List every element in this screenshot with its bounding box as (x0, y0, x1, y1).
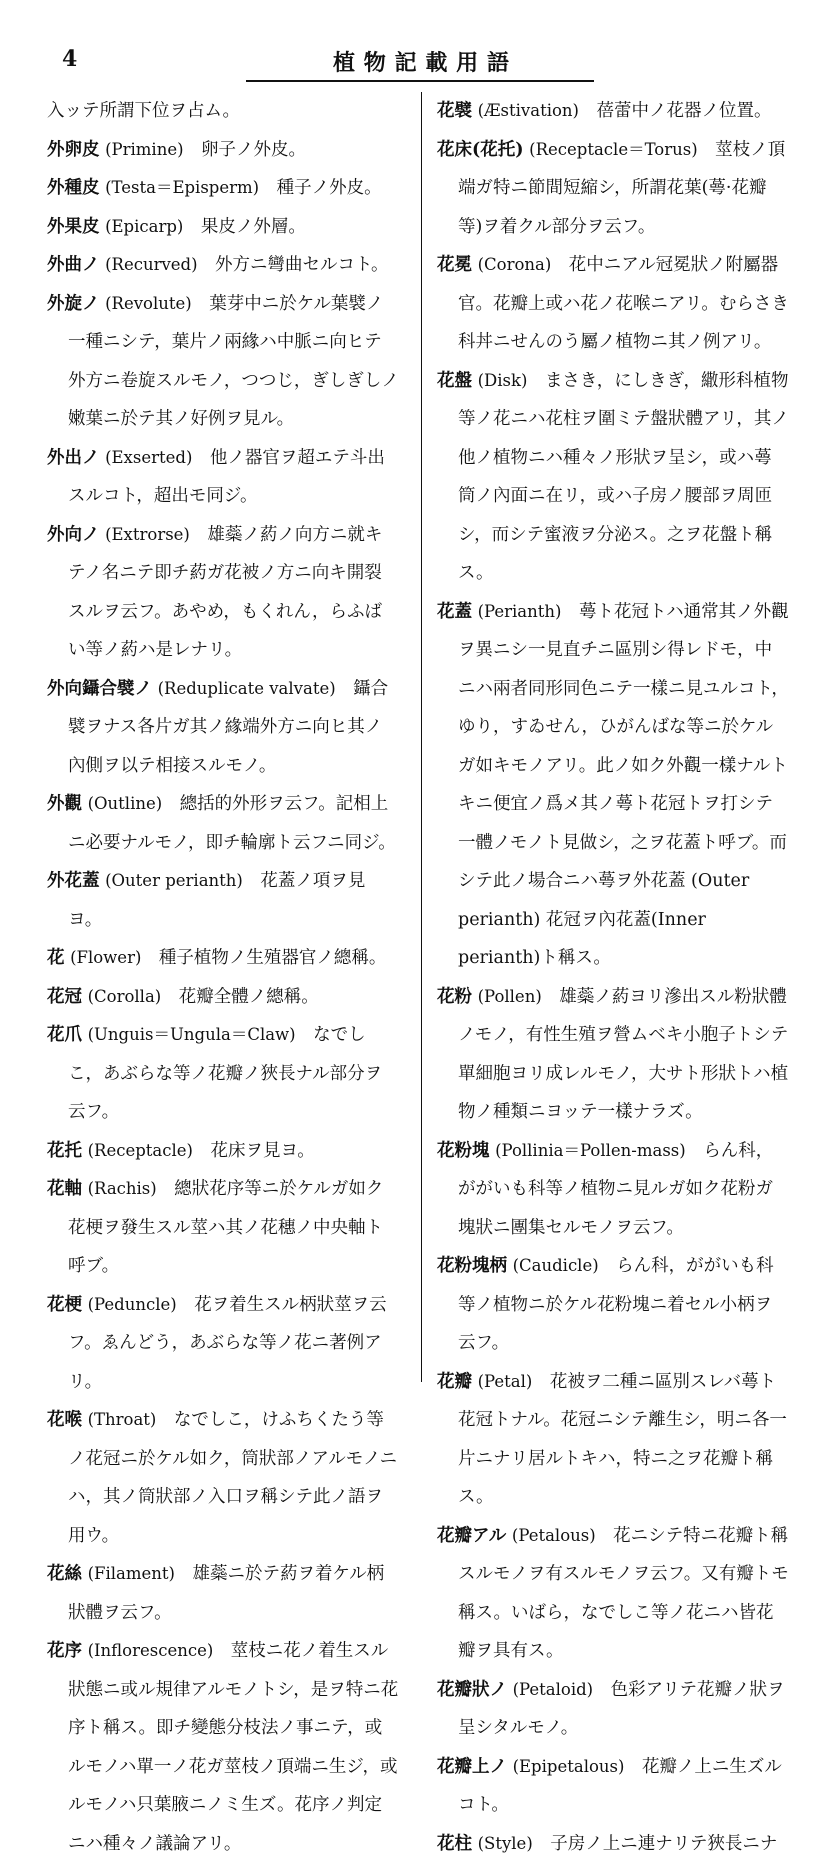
entry-term: 花瓣上ノ (437, 1757, 507, 1777)
entry-english: (Caudicle) (513, 1256, 599, 1275)
entry-english: (Filament) (88, 1564, 175, 1583)
entry-english: (Outline) (88, 794, 163, 813)
glossary-entry (437, 1748, 789, 1825)
entry-term: 花喉 (47, 1410, 82, 1430)
entry-english: (Petaloid) (513, 1680, 594, 1699)
glossary-entry (47, 208, 399, 247)
entry-definition: 蕚ト花冠トハ通常其ノ外觀ヲ異ニシ一見直チニ區別シ得レドモ，中ニハ兩者同形同色ニテ一樣ニ見ユルコト，ゆり，すゐせん，ひがんばな等ニ於ケルガ如キモノアリ。此ノ如ク外觀一樣ナルトキニ便宜ノ爲メ其ノ蕚ト花冠トヲ打シテ一體ノモノト見做シ，之ヲ花蓋ト呼ブ。而シテ此ノ場合ニハ蕚ヲ外花蓋 (Outer perianth) 花冠ヲ內花蓋(Inner perianth)ト稱ス。 (458, 602, 789, 969)
entry-english: (Revolute) (105, 294, 192, 313)
entry-definition: 種子ノ外皮。 (277, 178, 382, 198)
left-column (47, 92, 399, 1863)
entry-term: 花瓣アル (437, 1526, 506, 1546)
entry-term: 花粉 (437, 987, 472, 1007)
glossary-entry (47, 939, 399, 978)
entry-english: (Epicarp) (105, 217, 183, 236)
entry-definition: らん科，ががいも科等ノ植物ニ於ケル花粉塊ニ着セル小柄ヲ云フ。 (458, 1256, 774, 1353)
entry-term: 外曲ノ (47, 255, 100, 275)
entry-english: (Corona) (478, 255, 552, 274)
entry-term: 花冠 (47, 987, 82, 1007)
entry-definition: 子房ノ上ニ連ナリテ狹長ニナ (550, 1834, 777, 1854)
glossary-entry (47, 246, 399, 285)
entry-english: (Petalous) (512, 1526, 596, 1545)
continuation-text: 入ッテ所謂下位ヲ占ム。 (47, 92, 399, 131)
entry-definition: なでしこ，あぶらな等ノ花瓣ノ狹長ナル部分ヲ云フ。 (68, 1025, 382, 1122)
entry-english: (Corolla) (88, 987, 162, 1006)
glossary-entry (437, 246, 789, 362)
entry-english: (Epipetalous) (513, 1757, 625, 1776)
entry-term: 花床(花托) (437, 140, 524, 160)
entry-definition: 雄蘂ノ葯ノ向方ニ就キテノ名ニテ即チ葯ガ花被ノ方ニ向キ開裂スルヲ云フ。あやめ，もくれん，らふばい等ノ葯ハ是レナリ。 (68, 525, 382, 661)
entry-term: 花托 (47, 1141, 82, 1161)
entry-term: 外向ノ (47, 525, 100, 545)
right-column (437, 92, 789, 1863)
entry-definition: なでしこ，けふちくたう等ノ花冠ニ於ケル如ク，筒狀部ノアルモノニハ，其ノ筒狀部ノ入口ヲ稱シテ此ノ語ヲ用ウ。 (68, 1410, 397, 1546)
glossary-entry (47, 1555, 399, 1632)
entry-term: 外觀 (47, 794, 82, 814)
glossary-entry (47, 439, 399, 516)
glossary-entry (437, 978, 789, 1132)
glossary-entry (47, 785, 399, 862)
glossary-entry (47, 1286, 399, 1402)
entry-english: (Style) (478, 1834, 533, 1853)
entry-english: (Throat) (88, 1410, 157, 1429)
glossary-entry (47, 1170, 399, 1286)
column-divider (421, 92, 422, 1382)
entry-term: 外出ノ (47, 448, 100, 468)
entry-term: 花粉塊柄 (437, 1256, 507, 1276)
entry-term: 外向鑷合襞ノ (47, 679, 152, 699)
entry-definition: 莖枝ノ頂端ガ特ニ節間短縮シ，所謂花葉(蕚·花瓣等)ヲ着クル部分ヲ云フ。 (458, 140, 785, 237)
glossary-entry (437, 1363, 789, 1517)
entry-definition: 花中ニアル冠冕狀ノ附屬器官。花瓣上或ハ花ノ花喉ニアリ。むらさき科丼ニせんのう屬ノ植物ニ其ノ例アリ。 (458, 255, 789, 352)
page-number: 4 (62, 46, 77, 72)
entry-english: (Flower) (70, 948, 141, 967)
glossary-entry (47, 670, 399, 786)
glossary-entry (47, 1016, 399, 1132)
entry-english: (Outer perianth) (105, 871, 243, 890)
glossary-entry (47, 169, 399, 208)
entry-english: (Exserted) (105, 448, 192, 467)
entry-term: 花瓣狀ノ (437, 1680, 507, 1700)
entry-definition: 外方ニ彎曲セルコト。 (215, 255, 388, 275)
entry-english: (Primine) (105, 140, 183, 159)
glossary-entry (47, 1132, 399, 1171)
entry-english: (Pollinia＝Pollen-mass) (495, 1141, 686, 1160)
glossary-entry (47, 285, 399, 439)
entry-term: 花瓣 (437, 1372, 472, 1392)
glossary-entry (437, 1517, 789, 1671)
entry-term: 花軸 (47, 1179, 82, 1199)
glossary-entry (47, 1401, 399, 1555)
glossary-entry (437, 1247, 789, 1363)
entry-english: (Recurved) (105, 255, 197, 274)
entry-definition: 色彩アリテ花瓣ノ狀ヲ呈シタルモノ。 (458, 1680, 785, 1739)
entry-english: (Receptacle＝Torus) (529, 140, 698, 159)
entry-term: 花柱 (437, 1834, 472, 1854)
entry-term: 花序 (47, 1641, 82, 1661)
glossary-entry (437, 92, 789, 131)
entry-english: (Receptacle) (88, 1141, 193, 1160)
entry-term: 花爪 (47, 1025, 82, 1045)
entry-term: 外卵皮 (47, 140, 100, 160)
entry-english: (Reduplicate valvate) (158, 679, 336, 698)
entry-english: (Rachis) (88, 1179, 157, 1198)
entry-english: (Perianth) (478, 602, 562, 621)
entry-definition: 雄蘂ノ葯ヨリ滲出スル粉狀體ノモノ，有性生殖ヲ營ムベキ小胞子トシテ單細胞ヨリ成レルモノ，大サト形狀トハ植物ノ種類ニヨッテ一樣ナラズ。 (458, 987, 788, 1123)
glossary-entry (437, 362, 789, 593)
glossary-entry (437, 593, 789, 978)
entry-definition: 蓓蕾中ノ花器ノ位置。 (596, 101, 771, 121)
entry-english: (Petal) (478, 1372, 533, 1391)
entry-definition: 雄蘂ニ於テ葯ヲ着ケル柄狀體ヲ云フ。 (68, 1564, 384, 1623)
glossary-entry (437, 1825, 789, 1863)
entry-term: 外旋ノ (47, 294, 100, 314)
running-title: 植物記載用語 (248, 46, 594, 77)
entry-term: 花蓋 (437, 602, 472, 622)
entry-english: (Æstivation) (478, 101, 579, 120)
entry-definition: 花被ヲ二種ニ區別スレバ蕚ト花冠トナル。花冠ニシテ離生シ，明ニ各一片ニナリ居ルトキハ，特ニ之ヲ花瓣ト稱ス。 (458, 1372, 787, 1508)
header-rule (246, 80, 594, 82)
entry-definition: 花瓣全體ノ總稱。 (179, 987, 319, 1007)
glossary-entry (47, 516, 399, 670)
entry-definition: 果皮ノ外層。 (201, 217, 306, 237)
entry-definition: 卵子ノ外皮。 (201, 140, 306, 160)
entry-definition: 他ノ器官ヲ超エテ斗出スルコト，超出モ同ジ。 (68, 448, 385, 507)
entry-definition: 花ニシテ特ニ花瓣ト稱スルモノヲ有スルモノヲ云フ。又有瓣トモ稱ス。いばら，なでしこ等ノ花ニハ皆花瓣ヲ具有ス。 (458, 1526, 789, 1662)
entry-definition: 葉芽中ニ於ケル葉襞ノ一種ニシテ，葉片ノ兩緣ハ中脈ニ向ヒテ外方ニ卷旋スルモノ，つつじ，ぎしぎしノ嫩葉ニ於テ其ノ好例ヲ見ル。 (68, 294, 399, 430)
entry-english: (Pollen) (478, 987, 542, 1006)
entry-term: 外果皮 (47, 217, 100, 237)
entry-term: 花冕 (437, 255, 472, 275)
entry-definition: 莖枝ニ花ノ着生スル狀態ニ或ル規律アルモノトシ，是ヲ特ニ花序ト稱ス。即チ變態分枝法ノ事ニテ，或ルモノハ單一ノ花ガ莖枝ノ頂端ニ生ジ，或ルモノハ只葉腋ニノミ生ズ。花序ノ判定ニハ種々ノ議論アリ。 (68, 1641, 398, 1854)
entry-term: 花絲 (47, 1564, 82, 1584)
entry-english: (Extrorse) (105, 525, 190, 544)
entry-term: 外種皮 (47, 178, 100, 198)
entry-term: 花 (47, 948, 65, 968)
entry-definition: らん科，ががいも科等ノ植物ニ見ルガ如ク花粉ガ塊狀ニ團集セルモノヲ云フ。 (458, 1141, 773, 1238)
entry-definition: 總括的外形ヲ云フ。記相上ニ必要ナルモノ，即チ輪廓ト云フニ同ジ。 (68, 794, 396, 853)
glossary-entry (47, 862, 399, 939)
entry-english: (Unguis＝Ungula＝Claw) (88, 1025, 296, 1044)
entry-english: (Inflorescence) (88, 1641, 214, 1660)
glossary-entry (47, 1632, 399, 1863)
glossary-entry (437, 1671, 789, 1748)
glossary-entry (47, 131, 399, 170)
entry-term: 花襞 (437, 101, 472, 121)
entry-definition: まさき，にしきぎ，繖形科植物等ノ花ニハ花柱ヲ圍ミテ盤狀體アリ，其ノ他ノ植物ニハ種々ノ形狀ヲ呈シ，或ハ蕚筒ノ內面ニ在リ，或ハ子房ノ腰部ヲ周匝シ，而シテ蜜液ヲ分泌ス。之ヲ花盤ト稱ス。 (458, 371, 789, 584)
glossary-entry (437, 131, 789, 247)
entry-definition: 花蓋ノ項ヲ見ヨ。 (68, 871, 365, 930)
entry-definition: 總狀花序等ニ於ケルガ如ク花梗ヲ發生スル莖ハ其ノ花穗ノ中央軸ト呼ブ。 (68, 1179, 383, 1276)
entry-definition: 花ヲ着生スル柄狀莖ヲ云フ。ゑんどう，あぶらな等ノ花ニ著例アリ。 (68, 1295, 387, 1392)
entry-definition: 種子植物ノ生殖器官ノ總稱。 (159, 948, 387, 968)
entry-english: (Testa＝Episperm) (105, 178, 259, 197)
entry-term: 外花蓋 (47, 871, 100, 891)
glossary-entry (47, 978, 399, 1017)
entry-term: 花粉塊 (437, 1141, 490, 1161)
glossary-entry (437, 1132, 789, 1248)
entry-term: 花盤 (437, 371, 472, 391)
entry-english: (Peduncle) (88, 1295, 177, 1314)
entry-definition: 花瓣ノ上ニ生ズルコト。 (458, 1757, 782, 1816)
entry-definition: 花床ヲ見ヨ。 (210, 1141, 314, 1161)
entry-term: 花梗 (47, 1295, 82, 1315)
entry-definition: 鑷合襞ヲナス各片ガ其ノ緣端外方ニ向ヒ其ノ內側ヲ以テ相接スルモノ。 (68, 679, 388, 776)
entry-english: (Disk) (478, 371, 528, 390)
